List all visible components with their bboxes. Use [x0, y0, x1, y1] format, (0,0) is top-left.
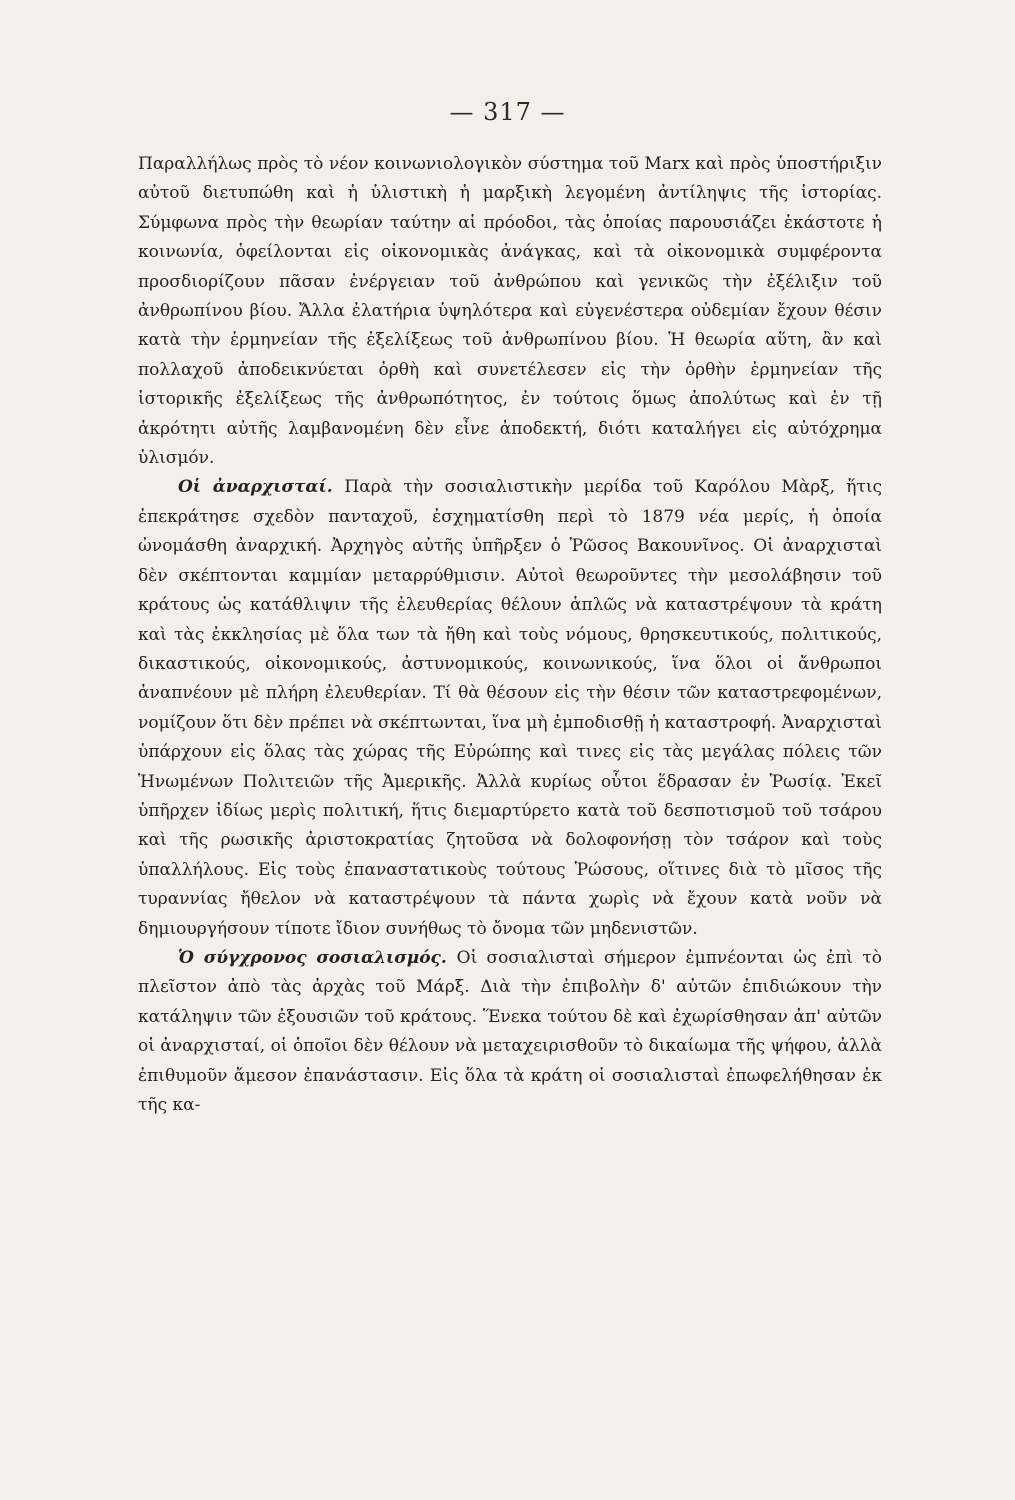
section-heading: Οἱ ἀναρχισταί. — [178, 477, 345, 498]
page-number: — 317 — — [449, 98, 566, 126]
body-text — [138, 150, 882, 1120]
paragraph-text: Παρὰ τὴν σοσιαλιστικὴν μερίδα τοῦ Καρόλου Μὰρξ, ἥτις ἐπεκράτησε σχεδὸν πανταχοῦ, ἐσχηματίσθη περὶ τὸ 1879 νέα μερίς, ἡ ὁποία ὠνομάσθη ἀναρχική. Ἀρχηγὸς αὐτῆς ὑπῆρξεν ὁ Ῥῶσος Βακουνῖνος. Οἱ ἀναρχισταὶ δὲν σκέπτονται καμμίαν μεταρρύθμισιν. Αὐτοὶ θεωροῦντες τὴν μεσολάβησιν τοῦ κράτους ὡς κατάθλιψιν τῆς ἐλευθερίας θέλουν ἁπλῶς νὰ καταστρέψουν τὰ κράτη καὶ τὰς ἐκκλησίας μὲ ὅλα των τὰ ἤθη καὶ τοὺς νόμους, θρησκευτικούς, πολιτικούς, δικαστικούς, οἰκονομικούς, ἀστυνομικούς, κοινωνικούς, ἵνα ὅλοι οἱ ἄνθρωποι ἀναπνέουν μὲ πλήρη ἐλευθερίαν. Τί θὰ θέσουν εἰς τὴν θέσιν τῶν καταστρεφομένων, νομίζουν ὅτι δὲν πρέπει νὰ σκέπτωνται, ἵνα μὴ ἐμποδισθῇ ἡ καταστροφή. Ἀναρχισταὶ ὑπάρχουν εἰς ὅλας τὰς χώρας τῆς Εὐρώπης καὶ τινες εἰς τὰς μεγάλας πόλεις τῶν Ἡνωμένων Πολιτειῶν τῆς Ἀμερικῆς. Ἀλλὰ κυρίως οὗτοι ἕδρασαν ἐν Ῥωσίᾳ. Ἐκεῖ ὑπῆρχεν ἰδίως μερὶς πολιτική, ἥτις διεμαρτύρετο κατὰ τοῦ δεσποτισμοῦ τοῦ τσάρου καὶ τῆς ρωσικῆς ἀριστοκρατίας ζητοῦσα νὰ δολοφονήσῃ τὸν τσάρον καὶ τοὺς ὑπαλλήλους. Εἰς τοὺς ἐπαναστατικοὺς τούτους Ῥώσους, οἵτινες διὰ τὸ μῖσος τῆς τυραννίας ἤθελον νὰ καταστρέψουν τὰ πάντα χωρὶς νὰ ἔχουν κατὰ νοῦν νὰ δημιουργήσουν τίποτε ἴδιον συνήθως τὸ ὄνομα τῶν μηδενιστῶν. — [138, 477, 883, 939]
paragraph-text: Οἱ σοσιαλισταὶ σήμερον ἐμπνέονται ὡς ἐπὶ τὸ πλεῖστον ἀπὸ τὰς ἀρχὰς τοῦ Μάρξ. Διὰ τὴν ἐπιβολὴν δ' αὐτῶν ἐπιδιώκουν τὴν κατάληψιν τῶν ἐξουσιῶν τοῦ κράτους. Ἕνεκα τούτου δὲ καὶ ἐχωρίσθησαν ἀπ' αὐτῶν οἱ ἀναρχισταί, οἱ ὁποῖοι δὲν θέλουν νὰ μεταχειρισθοῦν τὸ δικαίωμα τῆς ψήφου, ἀλλὰ ἐπιθυμοῦν ἄμεσον ἐπανάστασιν. Εἰς ὅλα τὰ κράτη οἱ σοσιαλισταὶ ἐπωφελήθησαν ἐκ τῆς κα- — [138, 947, 883, 1115]
section-heading: Ὁ σύγχρονος σοσιαλισμός. — [178, 947, 457, 968]
paragraph-text: Παραλλήλως πρὸς τὸ νέον κοινωνιολογικὸν σύστημα τοῦ Marx καὶ πρὸς ὑποστήριξιν αὐτοῦ διετυπώθη καὶ ἡ ὑλιστικὴ ἡ μαρξικὴ λεγομένη ἀντίληψις τῆς ἱστορίας. Σύμφωνα πρὸς τὴν θεωρίαν ταύτην αἱ πρόοδοι, τὰς ὁποίας παρουσιάζει ἑκάστοτε ἡ κοινωνία, ὀφείλονται εἰς οἰκονομικὰς ἀνάγκας, καὶ τὰ οἰκονομικὰ συμφέροντα προσδιορίζουν πᾶσαν ἐνέργειαν τοῦ ἀνθρώπου καὶ γενικῶς τὴν ἐξέλιξιν τοῦ ἀνθρωπίνου βίου. Ἄλλα ἐλατήρια ὑψηλότερα καὶ εὐγενέστερα οὐδεμίαν ἔχουν θέσιν κατὰ τὴν ἑρμηνείαν τῆς ἐξελίξεως τοῦ ἀνθρωπίνου βίου. Ἡ θεωρία αὕτη, ἂν καὶ πολλαχοῦ ἀποδεικνύεται ὀρθὴ καὶ συνετέλεσεν εἰς τὴν ὀρθὴν ἑρμηνείαν τῆς ἱστορικῆς ἐξελίξεως τῆς ἀνθρωπότητος, ἐν τούτοις ὅμως ἀπολύτως καὶ ἐν τῇ ἀκρότητι αὐτῆς λαμβανομένη δὲν εἶνε ἀποδεκτή, διότι καταλήγει εἰς αὐτόχρημα ὑλισμόν. — [138, 154, 882, 469]
paragraph-modern-socialism — [138, 944, 882, 1120]
paragraph-intro — [138, 150, 882, 473]
paragraph-anarchists — [138, 473, 882, 944]
